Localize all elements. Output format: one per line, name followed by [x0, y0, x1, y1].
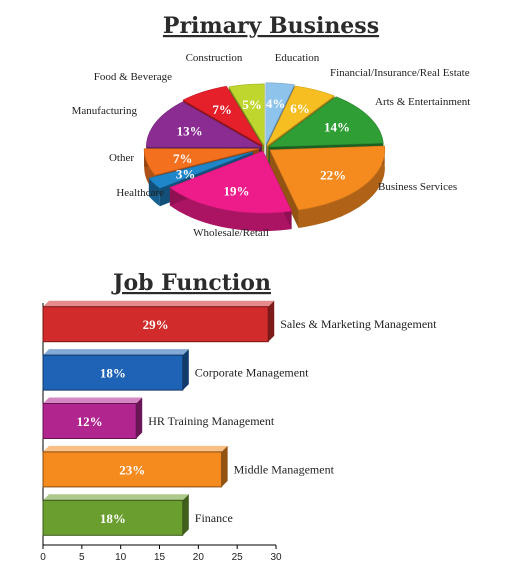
pie-percent-label: 22% — [320, 167, 347, 183]
pie-percent-label: 7% — [212, 101, 232, 117]
pie-chart-title: Primary Business — [162, 13, 380, 39]
pie-category-label: Education — [274, 52, 320, 64]
bar-tick-labels — [40, 545, 282, 563]
bar-top-face — [43, 398, 142, 404]
bar-sales-marketing-management — [43, 301, 437, 342]
pie-category-label: Business Services — [378, 181, 458, 193]
pie-percent-label: 19% — [223, 183, 250, 199]
bar-side-face — [136, 398, 142, 439]
pie-percent-label: 3% — [175, 166, 196, 182]
bar-value-label: 12% — [76, 414, 103, 429]
pie-percent-label: 13% — [176, 123, 203, 139]
pie-percent-label: 7% — [173, 150, 193, 166]
job-function-chart — [40, 270, 437, 563]
bar-value-label: 18% — [99, 365, 126, 381]
x-tick-label: 10 — [115, 552, 127, 563]
bar-top-face — [43, 301, 274, 307]
bar-top-face — [43, 349, 189, 355]
pie-category-label: Arts & Entertainment — [375, 96, 471, 108]
bar-top-face — [43, 446, 228, 452]
pie-category-label: Other — [108, 152, 134, 164]
x-tick-label: 5 — [79, 552, 85, 563]
bar-category-label: Corporate Management — [194, 365, 309, 380]
bar-hr-training-management — [43, 398, 275, 439]
bar-side-face — [268, 301, 274, 342]
pie-percent-label: 6% — [290, 100, 310, 116]
bar-category-label: Finance — [194, 510, 233, 525]
bar-side-face — [183, 494, 189, 535]
pie-percent-label: 14% — [324, 119, 350, 135]
pie-percent-label: 5% — [242, 97, 262, 113]
x-tick-label: 20 — [192, 552, 204, 563]
pie-category-label: Manufacturing — [71, 105, 137, 117]
bar-finance — [43, 494, 233, 535]
bar-category-label: Middle Management — [233, 462, 334, 477]
pie-category-label: Wholesale/Retail — [193, 227, 269, 239]
x-tick-label: 15 — [153, 552, 166, 563]
bar-marks — [43, 301, 437, 536]
bar-value-label: 23% — [119, 462, 146, 478]
bar-value-label: 18% — [99, 510, 126, 526]
pie-category-label: Healthcare — [116, 187, 164, 199]
bar-side-face — [183, 349, 189, 390]
bar-chart-title: Job Function — [113, 270, 271, 296]
bar-value-label: 29% — [142, 317, 169, 333]
bar-category-label: HR Training Management — [148, 414, 275, 428]
pie-category-label: Food & Beverage — [93, 71, 172, 83]
primary-business-chart — [72, 13, 471, 239]
x-tick-label: 25 — [231, 552, 243, 563]
x-tick-label: 30 — [270, 552, 282, 563]
pie-percent-label: 4% — [265, 96, 286, 111]
bar-corporate-management — [43, 349, 309, 390]
x-tick-label: 0 — [40, 552, 46, 563]
bar-side-face — [222, 446, 228, 487]
bar-top-face — [43, 494, 189, 500]
bar-middle-management — [43, 446, 335, 487]
pie-category-label: Financial/Insurance/Real Estate — [330, 67, 470, 79]
bar-category-label: Sales & Marketing Management — [280, 317, 437, 332]
pie-category-label: Construction — [185, 52, 243, 64]
